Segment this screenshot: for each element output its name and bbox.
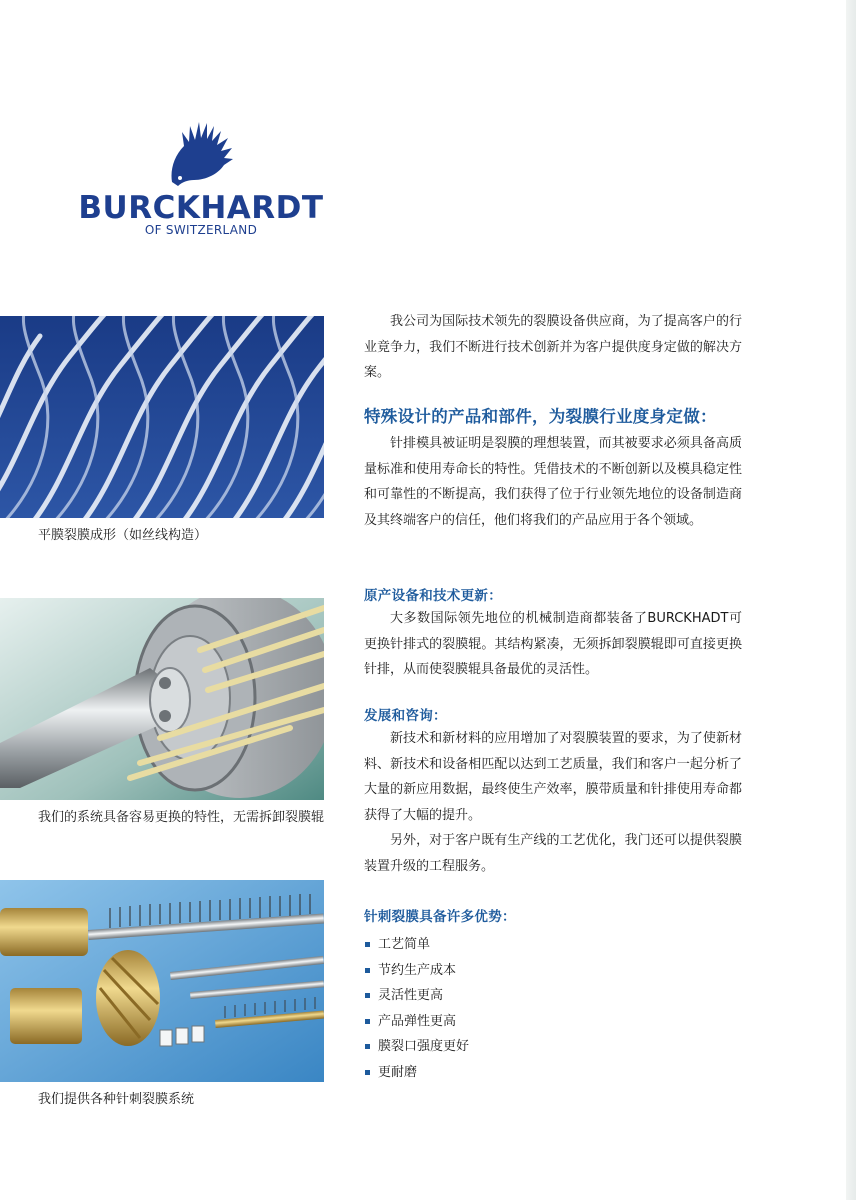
caption-film-net: 平膜裂膜成形（如丝线构造） [38, 528, 208, 543]
bullet-square-icon [365, 1044, 370, 1049]
section1-block [364, 431, 742, 533]
section2-block [364, 606, 742, 683]
bullet-square-icon [365, 942, 370, 947]
bullet-square-icon [365, 1070, 370, 1075]
list-item: 工艺简单 [364, 932, 469, 958]
film-net-photo [0, 316, 324, 518]
list-item: 更耐磨 [364, 1060, 469, 1086]
section1-heading: 特殊设计的产品和部件，为裂膜行业度身定做： [364, 407, 717, 426]
intro-paragraph: 我公司为国际技术领先的裂膜设备供应商，为了提高客户的行业竟争力，我们不断进行技术创新并为客户提供度身定做的解决方案。 [364, 314, 742, 380]
advantages-list [364, 932, 469, 1086]
list-item: 膜裂口强度更好 [364, 1034, 469, 1060]
bullet-square-icon [365, 993, 370, 998]
page-edge-strip [846, 0, 856, 1200]
hedgehog-logo-icon [166, 120, 236, 188]
section3-block [364, 726, 742, 879]
fibrillator-roller-photo [0, 598, 324, 800]
list-item: 灵活性更高 [364, 983, 469, 1009]
bullet-square-icon [365, 1019, 370, 1024]
section4-heading: 针刺裂膜具备许多优势： [364, 909, 516, 925]
intro-block [364, 309, 742, 386]
logo-wordmark: BURCKHARDT [78, 190, 324, 226]
list-item: 节约生产成本 [364, 958, 469, 984]
section3-paragraph-1: 新技术和新材料的应用增加了对裂膜装置的要求，为了使新材料、新技术和设备相匹配以达到工艺质量，我们和客户一起分析了大量的新应用数据，最终使生产效率，膜带质量和针排使用寿命都获得了大幅的提升。 [364, 731, 742, 823]
caption-pin-bars: 我们提供各种针刺裂膜系统 [38, 1092, 195, 1107]
section2-heading: 原产设备和技术更新： [364, 588, 502, 604]
section2-paragraph: 大多数国际领先地位的机械制造商都装备了BURCKHADT可更换针排式的裂膜辊。其结构紧凑，无须拆卸裂膜辊即可直接更换针排，从而使裂膜辊具备最优的灵活性。 [364, 611, 742, 677]
list-item: 产品弹性更高 [364, 1009, 469, 1035]
logo-tagline: OF SWITZERLAND [144, 223, 258, 237]
caption-roller: 我们的系统具备容易更换的特性，无需拆卸裂膜辊 [38, 810, 325, 825]
burckhardt-logo [78, 120, 328, 240]
pin-bars-photo [0, 880, 324, 1082]
bullet-square-icon [365, 968, 370, 973]
section3-heading: 发展和咨询： [364, 708, 447, 724]
section3-paragraph-2: 另外，对于客户既有生产线的工艺优化，我门还可以提供裂膜装置升级的工程服务。 [364, 833, 742, 874]
section1-paragraph: 针排模具被证明是裂膜的理想装置，而其被要求必须具备高质量标准和使用寿命长的特性。凭借技术的不断创新以及模具稳定性和可靠性的不断提高，我们获得了位于行业领先地位的设备制造商及其终端客户的信任，他们将我们的产品应用于各个领域。 [364, 436, 742, 528]
